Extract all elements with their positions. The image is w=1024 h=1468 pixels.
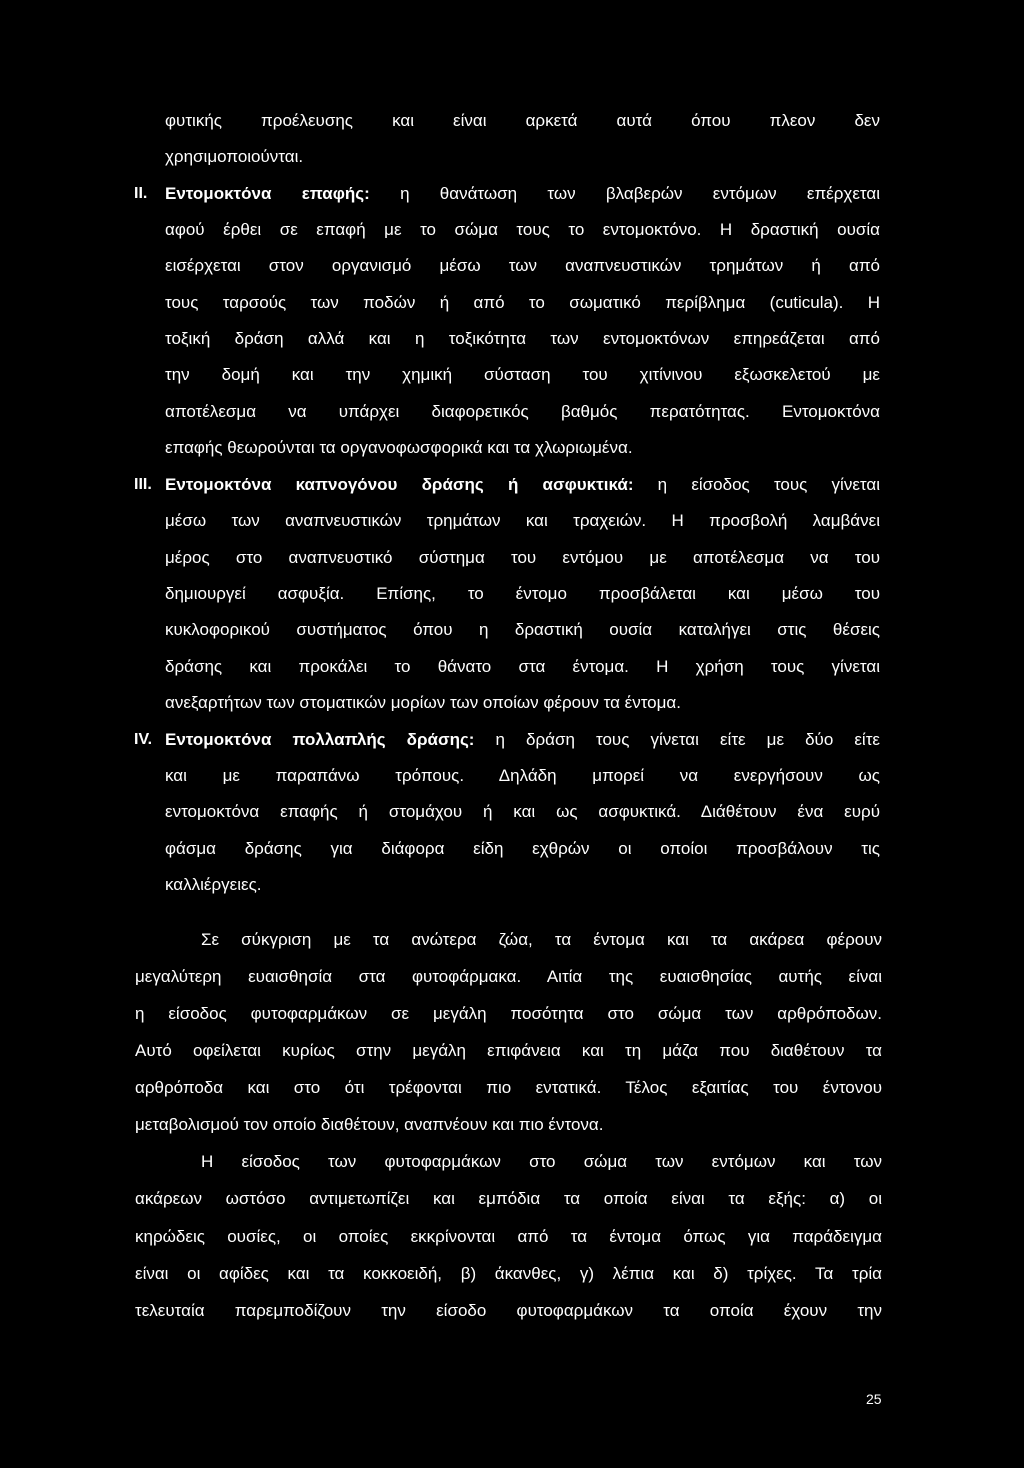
text-line: τελευταία παρεμποδίζουν την είσοδο φυτοφαρμάκων τα οποία έχουν την bbox=[135, 1301, 882, 1320]
text-line: τους ταρσούς των ποδών ή από το σωματικό περίβλημα (cuticula). Η bbox=[165, 293, 880, 312]
text-line: είναι οι αφίδες και τα κοκκοειδή, β) άκανθες, γ) λέπια και δ) τρίχες. Τα τρία bbox=[135, 1264, 882, 1283]
text-line: δημιουργεί ασφυξία. Επίσης, το έντομο προσβάλεται και μέσω του bbox=[165, 584, 880, 603]
text-line: φυτικής προέλευσης και είναι αρκετά αυτά όπου πλεον δεν bbox=[165, 111, 880, 130]
page-number: 25 bbox=[866, 1391, 882, 1407]
list-numeral: III. bbox=[134, 476, 152, 493]
text-line: κηρώδεις ουσίες, οι οποίες εκκρίνονται από τα έντομα όπως για παράδειγμα bbox=[135, 1227, 882, 1246]
text-line: αποτέλεσμα να υπάρχει διαφορετικός βαθμός περατότητας. Εντομοκτόνα bbox=[165, 402, 880, 421]
text-line: μεταβολισμού τον οποίο διαθέτουν, αναπνέουν και πιο έντονα. bbox=[135, 1115, 604, 1134]
text-line: αφού έρθει σε επαφή με το σώμα τους το εντομοκτόνο. Η δραστική ουσία bbox=[165, 220, 880, 239]
text-line: ακάρεων ωστόσο αντιμετωπίζει και εμπόδια τα οποία είναι τα εξής: α) οι bbox=[135, 1189, 882, 1208]
text-line: μέσω των αναπνευστικών τρημάτων και τραχειών. Η προσβολή λαμβάνει bbox=[165, 511, 880, 530]
list-item-term: Εντομοκτόνα πολλαπλής δράσης: bbox=[165, 730, 475, 749]
paragraph-first-line: Η είσοδος των φυτοφαρμάκων στο σώμα των εντόμων και των bbox=[201, 1152, 882, 1171]
list-item-term: Εντομοκτόνα επαφής: bbox=[165, 184, 370, 203]
text-line: δράσης και προκάλει το θάνατο στα έντομα. Η χρήση τους γίνεται bbox=[165, 657, 880, 676]
text-line: τοξική δράση αλλά και η τοξικότητα των εντομοκτόνων επηρεάζεται από bbox=[165, 329, 880, 348]
list-numeral: II. bbox=[134, 185, 148, 202]
list-item-text: η είσοδος τους γίνεται bbox=[633, 475, 880, 494]
text-line: την δομή και την χημική σύσταση του χιτίνινου εξωσκελετού με bbox=[165, 365, 880, 384]
text-line: και με παραπάνω τρόπους. Δηλάδη μπορεί να ενεργήσουν ως bbox=[165, 766, 880, 785]
text-line: μεγαλύτερη ευαισθησία στα φυτοφάρμακα. Αιτία της ευαισθησίας αυτής είναι bbox=[135, 967, 882, 986]
text-line: κυκλοφορικού συστήματος όπου η δραστική ουσία καταλήγει στις θέσεις bbox=[165, 620, 880, 639]
list-item-first-line bbox=[165, 183, 880, 205]
paragraph-first-line: Σε σύκγριση με τα ανώτερα ζώα, τα έντομα και τα ακάρεα φέρουν bbox=[201, 930, 882, 949]
text-line: μέρος στο αναπνευστικό σύστημα του εντόμου με αποτέλεσμα να του bbox=[165, 548, 880, 567]
list-item-text: η δράση τους γίνεται είτε με δύο είτε bbox=[474, 730, 880, 749]
text-line: εντομοκτόνα επαφής ή στομάχου ή και ως ασφυκτικά. Διάθέτουν ένα ευρύ bbox=[165, 802, 880, 821]
text-line: χρησιμοποιούνται. bbox=[165, 147, 304, 166]
text-line: εισέρχεται στον οργανισμό μέσω των αναπνευστικών τρημάτων ή από bbox=[165, 256, 880, 275]
text-line: ανεξαρτήτων των στοματικών μορίων των οποίων φέρουν τα έντομα. bbox=[165, 693, 681, 712]
text-line: καλλιέργειες. bbox=[165, 875, 262, 894]
text-line: η είσοδος φυτοφαρμάκων σε μεγάλη ποσότητα στο σώμα των αρθρόποδων. bbox=[135, 1004, 882, 1023]
text-line: Αυτό οφείλεται κυρίως στην μεγάλη επιφάνεια και τη μάζα που διαθέτουν τα bbox=[135, 1041, 882, 1060]
list-item-term: Εντομοκτόνα καπνογόνου δράσης ή ασφυκτικά: bbox=[165, 475, 634, 494]
text-line: επαφής θεωρούνται τα οργανοφωσφορικά και τα χλωριωμένα. bbox=[165, 438, 633, 457]
list-item-first-line bbox=[165, 474, 880, 496]
text-line: αρθρόποδα και στο ότι τρέφονται πιο εντατικά. Τέλος εξαιτίας του έντονου bbox=[135, 1078, 882, 1097]
list-item-text: η θανάτωση των βλαβερών εντόμων επέρχεται bbox=[369, 184, 881, 203]
list-item-first-line bbox=[165, 729, 880, 751]
text-line: φάσμα δράσης για διάφορα είδη εχθρών οι οποίοι προσβάλουν τις bbox=[165, 839, 880, 858]
list-numeral: IV. bbox=[134, 731, 153, 748]
